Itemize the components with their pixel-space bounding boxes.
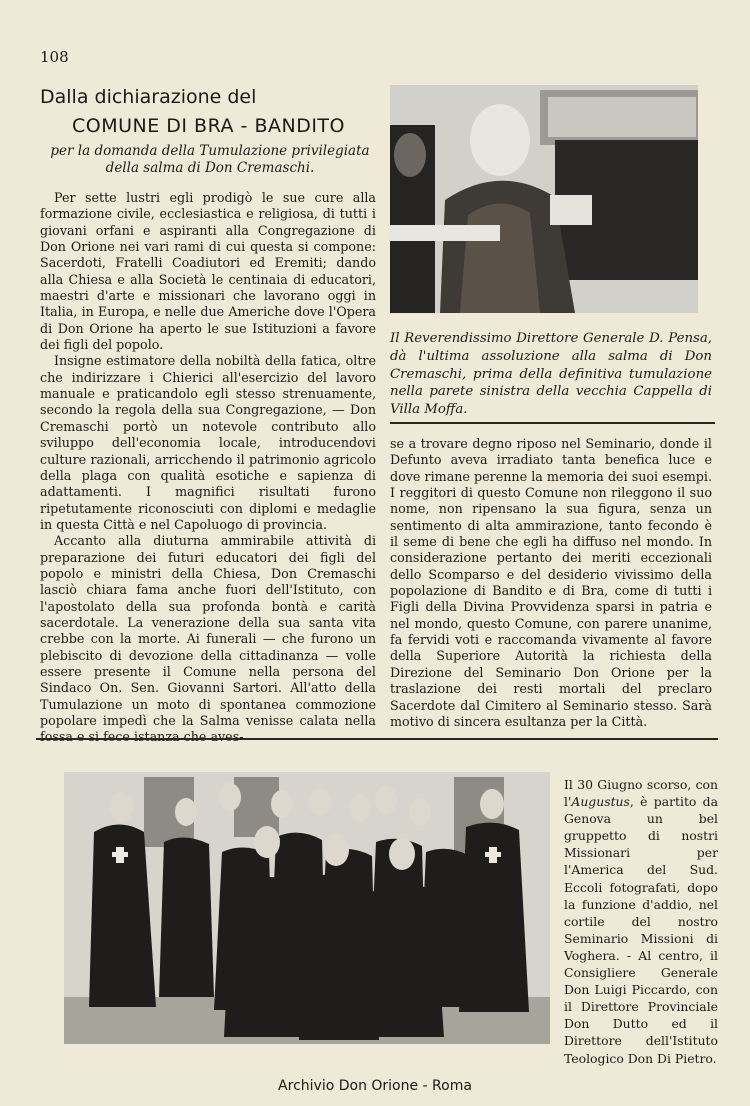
photo-absolution (390, 85, 698, 313)
heading-subtitle: per la domanda della Tumulazione privilegiata della salma di Don Cremaschi. (50, 143, 370, 176)
archive-footer: Archivio Don Orione - Roma (278, 1078, 472, 1094)
caption-text-end: , è partito da Genova un bel gruppetto di nostri Missionari per l'America del Sud. Eccoli fotografati, dopo la funzione d'addio, nel cortile del nostro Seminario Missioni di Voghera. - Al centro, il Consigliere Generale Don Luigi Piccardo, con il Direttore Provinciale Don Dutto ed il Direttore dell'Istituto Teologico Don Di Pietro. (564, 794, 718, 1066)
page-number: 108 (40, 48, 69, 66)
photo-absolution-caption: Il Reverendissimo Direttore Generale D. Pensa, dà l'ultima assoluzione alla salma di Don Cremaschi, prima della definitiva tumulazione nella parete sinistra della vecchia Cappella di Villa Moffa. (390, 331, 712, 418)
heading-line2: COMUNE DI BRA - BANDITO (72, 115, 345, 137)
caption-divider (390, 422, 715, 424)
left-paragraph-1: Per sette lustri egli prodigò le sue cure alla formazione civile, ecclesiastica e religiosa, di tutti i giovani orfani e aspiranti alla Congregazione di Don Orione nei vari rami di cui questa si compone: Sacerdoti, Fratelli Coadiutori ed Eremiti; dando alla Chiesa e alla Società le centinaia di educatori, maestri d'arte e missionari che lavorano oggi in Italia, in Europa, e nelle due Americhe dove l'Opera di Don Orione ha aperto le sue Istituzioni a favore dei figli del popolo. (40, 190, 376, 353)
left-paragraph-3: Accanto alla diuturna ammirabile attività di preparazione dei futuri educatori dei figli del popolo e ministri della Chiesa, Don Cremaschi lasciò chiara fama anche fuori dell'Istituto, con l'apostolato della sua profonda bontà e carità sacerdotale. La venerazione della sua santa vita crebbe con la morte. Ai funerali — che furono un plebiscito di devozione della cittadinanza — volle essere presente il Comune nella persona del Sindaco On. Sen. Giovanni Sartori. All'atto della Tumulazione un moto di spontanea commozione popolare impedì che la Salma venisse calata nella fossa e si fece istanza che aves- (40, 533, 376, 745)
photo-missionaries-group (64, 772, 550, 1044)
left-column (40, 190, 376, 746)
caption-text-start: Il 30 Giugno scorso, con l' (564, 777, 718, 810)
left-paragraph-2: Insigne estimatore della nobiltà della fatica, oltre che indirizzare i Chierici all'esercizio del lavoro manuale e praticandolo egli stesso strenuamente, secondo la regola della sua Congregazione, — Don Cremaschi portò un notevole contributo allo sviluppo dell'economia locale, introducendovi culture razionali, arricchendo il patrimonio agricolo della plaga con qualità esotiche e sapienza di adattamenti. I magnifici risultati furono ripetutamente riconosciuti con diplomi e medaglie in questa Città e nel Capoluogo di provincia. (40, 353, 376, 532)
right-column (390, 436, 712, 730)
photo-missionaries-caption (564, 776, 718, 1067)
right-paragraph: se a trovare degno riposo nel Seminario, donde il Defunto aveva irradiato tanta benefica luce e dove rimane perenne la memoria dei suoi esempi. I reggitori di questo Comune non rileggono il suo nome, non ripensano la sua figura, senza un sentimento di alta ammirazione, tanto fecondo è il seme di bene che egli ha diffuso nel mondo. In considerazione pertanto dei meriti eccezionali dello Scomparso e del desiderio vivissimo della popolazione di Bandito e di Bra, come di tutti i Figli della Divina Provvidenza sparsi in patria e nel mondo, questo Comune, con parere unanime, fa fervidi voti e raccomanda vivamente al favore della Superiore Autorità la richiesta della Direzione del Seminario Don Orione per la traslazione dei resti mortali del preclaro Sacerdote dal Cimitero al Seminario stesso. Sarà motivo di sincera esultanza per la Città. (390, 436, 712, 729)
ship-name: Augustus (571, 794, 630, 810)
section-divider (36, 738, 718, 740)
heading-line1: Dalla dichiarazione del (40, 86, 257, 108)
